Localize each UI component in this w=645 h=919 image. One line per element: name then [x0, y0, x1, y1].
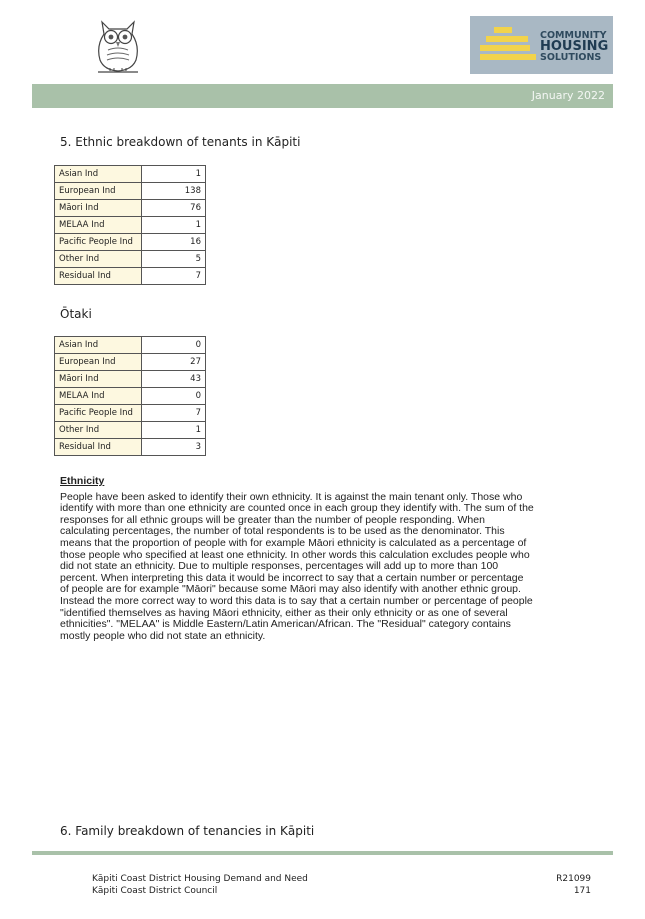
row-label: MELAA Ind [55, 217, 142, 234]
row-label: Pacific People Ind [55, 234, 142, 251]
logo-line-2: HOUSING [540, 39, 609, 54]
footer-ref: R21099 [556, 874, 591, 884]
row-label: Residual Ind [55, 268, 142, 285]
otaki-heading: Ōtaki [60, 307, 92, 321]
row-label: European Ind [55, 354, 142, 371]
row-value: 138 [142, 183, 206, 200]
table-row [55, 234, 206, 251]
row-label: Pacific People Ind [55, 405, 142, 422]
table-row [55, 439, 206, 456]
table-row [55, 371, 206, 388]
footer-left [92, 873, 308, 897]
table-row [55, 405, 206, 422]
kapiti-ethnic-table [54, 165, 206, 285]
table-row [55, 200, 206, 217]
row-value: 27 [142, 354, 206, 371]
owl-logo [92, 16, 144, 74]
report-date: January 2022 [531, 89, 605, 102]
table-row [55, 268, 206, 285]
ethnicity-body: People have been asked to identify their own ethnicity. It is against the main tenant only. Those who identify with more than one ethnicity are counted once in each group they identify with. The sum of the responses for all ethnic groups will be greater than the number of people responding. When calculating percentages, the number of total respondents is to be used as the denominator. This means that the proportion of people with for example Māori ethnicity is calculated as a percentage of those people who specified at least one ethnicity. In other words this calculation excludes people who did not state an ethnicity. Due to multiple responses, percentages will add up to more than 100 percent. When interpreting this data it would be incorrect to say that a certain number or percentage of people are for example "Māori" because some Māori may also identify with another ethnic group. Instead the more correct way to word this data is to say that a certain number or percentage of people "identified themselves as having Māori ethnicity, either as their only ethnicity or as one of several ethnicities". "MELAA" is Middle Eastern/Latin American/African. The "Residual" category contains mostly people who did not state an ethnicity. [60, 490, 534, 642]
section-5-heading: 5. Ethnic breakdown of tenants in Kāpiti [60, 135, 301, 149]
footer-report-title: Kāpiti Coast District Housing Demand and Need [92, 874, 308, 884]
row-label: Other Ind [55, 251, 142, 268]
page-number: 171 [573, 886, 591, 896]
ethnicity-title: Ethnicity [60, 475, 105, 487]
header-band [32, 84, 613, 108]
table-row [55, 337, 206, 354]
row-label: Māori Ind [55, 371, 142, 388]
community-housing-solutions-logo [470, 16, 613, 74]
footer-council: Kāpiti Coast District Council [92, 886, 218, 896]
row-value: 3 [142, 439, 206, 456]
table-row [55, 166, 206, 183]
row-label: European Ind [55, 183, 142, 200]
table-row [55, 217, 206, 234]
row-value: 76 [142, 200, 206, 217]
table-row [55, 183, 206, 200]
row-label: Other Ind [55, 422, 142, 439]
row-label: Residual Ind [55, 439, 142, 456]
row-value: 5 [142, 251, 206, 268]
logo-line-3: SOLUTIONS [540, 52, 602, 63]
ethnicity-note [60, 476, 535, 642]
table-row [55, 354, 206, 371]
row-value: 0 [142, 388, 206, 405]
logo-bars-icon [480, 27, 536, 63]
row-label: Māori Ind [55, 200, 142, 217]
section-6-heading: 6. Family breakdown of tenancies in Kāpiti [60, 824, 315, 838]
table-row [55, 422, 206, 439]
row-value: 1 [142, 217, 206, 234]
row-value: 1 [142, 422, 206, 439]
table-row [55, 388, 206, 405]
row-value: 7 [142, 268, 206, 285]
row-value: 43 [142, 371, 206, 388]
row-label: Asian Ind [55, 337, 142, 354]
otaki-ethnic-table [54, 336, 206, 456]
table-row [55, 251, 206, 268]
row-value: 1 [142, 166, 206, 183]
footer-right [556, 873, 591, 897]
row-label: Asian Ind [55, 166, 142, 183]
logo-line-1: COMMUNITY [540, 30, 607, 41]
row-value: 0 [142, 337, 206, 354]
row-value: 16 [142, 234, 206, 251]
footer-band [32, 851, 613, 855]
row-label: MELAA Ind [55, 388, 142, 405]
row-value: 7 [142, 405, 206, 422]
